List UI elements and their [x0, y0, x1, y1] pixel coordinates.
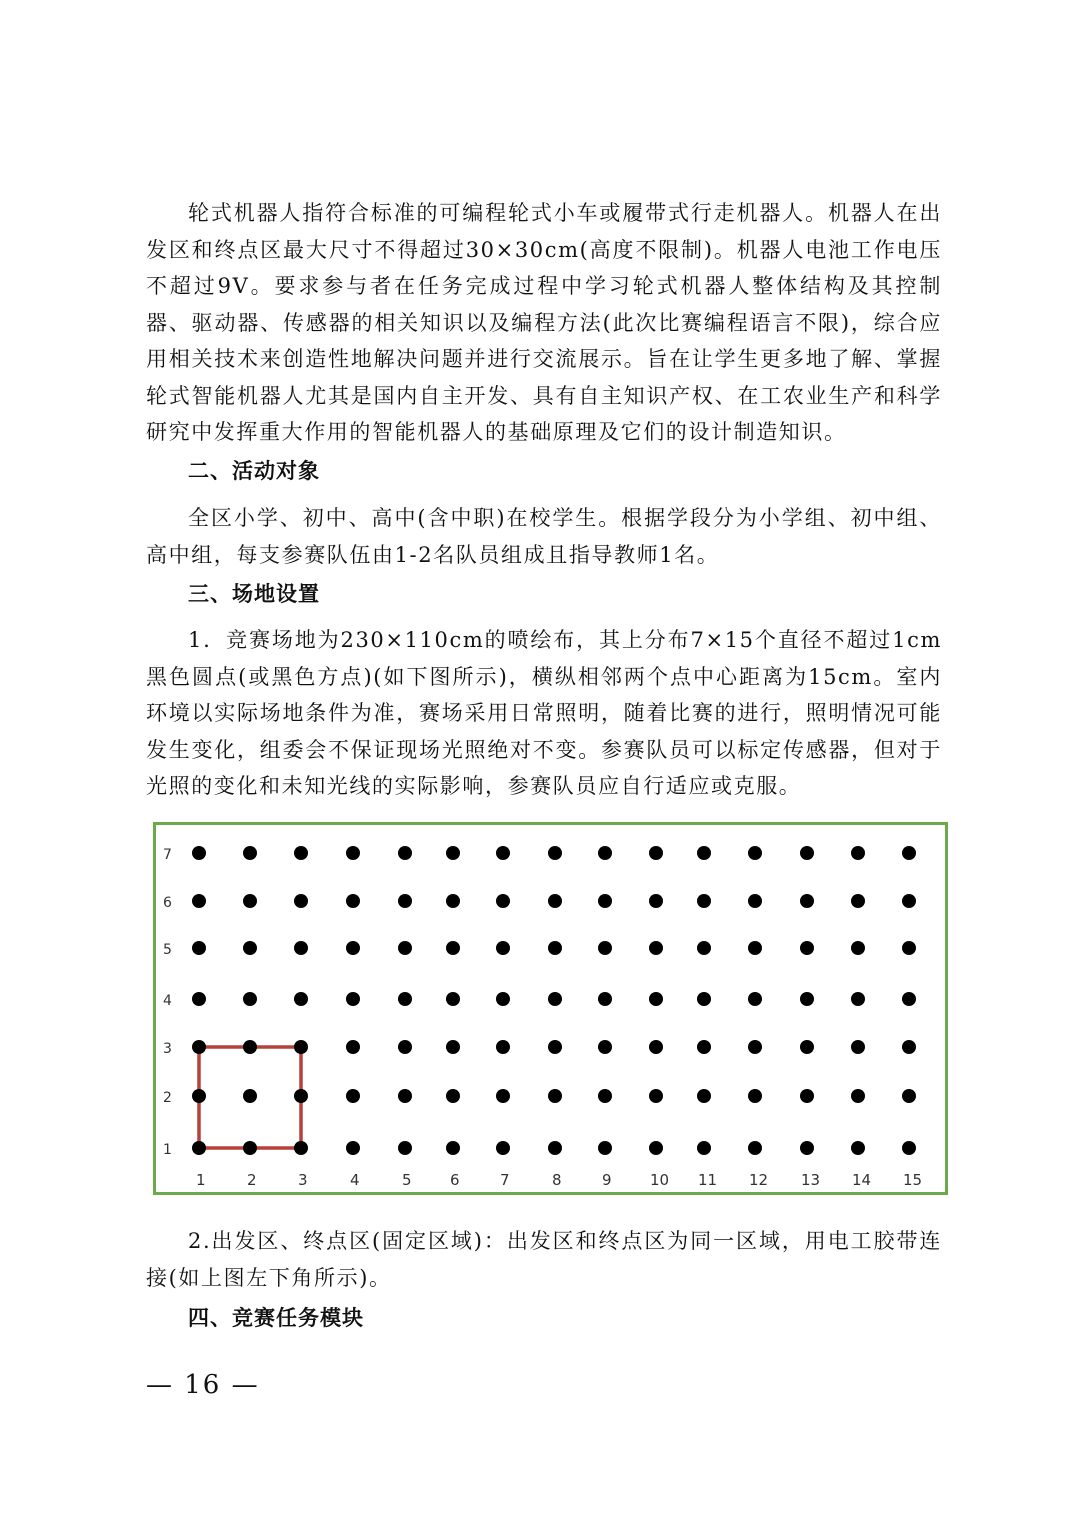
- grid-dot: [748, 894, 762, 908]
- grid-dot: [243, 1089, 257, 1103]
- grid-dot: [398, 1141, 412, 1155]
- grid-dot: [748, 1040, 762, 1054]
- grid-dot: [243, 992, 257, 1006]
- section-heading-tasks: 四、竞赛任务模块: [188, 1306, 364, 1330]
- grid-dot: [346, 941, 360, 955]
- grid-dot: [902, 1040, 916, 1054]
- row-label: 6: [163, 895, 172, 911]
- venue-paragraph-1: 1．竞赛场地为230×110cm的喷绘布，其上分布7×15个直径不超过1cm黑色圆点(或黑色方点)(如下图所示)，横纵相邻两个点中心距离为15cm。室内环境以实际场地条件为准，赛场采用日常照明，随着比赛的进行，照明情况可能发生变化，组委会不保证现场光照绝对不变。参赛队员可以标定传感器，但对于光照的变化和未知光线的实际影响，参赛队员应自行适应或克服。: [146, 628, 942, 798]
- grid-dot: [446, 1089, 460, 1103]
- row-label: 7: [163, 847, 172, 863]
- grid-dot: [800, 1141, 814, 1155]
- grid-dot: [598, 1040, 612, 1054]
- grid-dot: [748, 1141, 762, 1155]
- column-label: 14: [852, 1171, 872, 1189]
- grid-dot: [243, 1141, 257, 1155]
- row-label: 1: [163, 1142, 172, 1158]
- grid-dot: [800, 846, 814, 860]
- row-label: 3: [163, 1041, 172, 1057]
- column-label: 1: [196, 1171, 206, 1189]
- grid-dot: [346, 992, 360, 1006]
- grid-dot: [748, 846, 762, 860]
- grid-dot: [398, 846, 412, 860]
- grid-dot: [649, 894, 663, 908]
- grid-dot: [697, 894, 711, 908]
- grid-dot: [902, 1141, 916, 1155]
- column-label: 12: [749, 1171, 769, 1189]
- column-label: 5: [402, 1171, 412, 1189]
- grid-dot: [243, 1040, 257, 1054]
- page-number: — 16 —: [146, 1370, 260, 1400]
- grid-dot: [851, 846, 865, 860]
- grid-dot: [697, 992, 711, 1006]
- grid-dot: [548, 846, 562, 860]
- grid-dot: [800, 1040, 814, 1054]
- grid-dot: [496, 992, 510, 1006]
- column-label: 8: [552, 1171, 562, 1189]
- grid-dot: [294, 941, 308, 955]
- column-label: 15: [903, 1171, 923, 1189]
- grid-dot: [192, 941, 206, 955]
- grid-dot: [649, 941, 663, 955]
- grid-dot: [446, 846, 460, 860]
- grid-dot: [902, 1089, 916, 1103]
- grid-dot: [598, 846, 612, 860]
- grid-dot: [192, 846, 206, 860]
- grid-dot: [192, 992, 206, 1006]
- row-label: 2: [163, 1090, 172, 1106]
- grid-dot: [346, 1040, 360, 1054]
- grid-dot: [192, 1089, 206, 1103]
- grid-dot: [496, 846, 510, 860]
- grid-dot: [294, 894, 308, 908]
- grid-dot: [748, 992, 762, 1006]
- grid-dot: [243, 941, 257, 955]
- grid-dot: [496, 894, 510, 908]
- grid-dot: [346, 846, 360, 860]
- grid-dot: [446, 992, 460, 1006]
- grid-dot: [851, 1089, 865, 1103]
- grid-dot: [548, 1141, 562, 1155]
- grid-dot: [548, 1089, 562, 1103]
- grid-dot: [902, 894, 916, 908]
- grid-dot: [243, 894, 257, 908]
- grid-dot: [649, 1141, 663, 1155]
- grid-dot: [398, 1040, 412, 1054]
- grid-dot: [496, 941, 510, 955]
- row-label: 5: [163, 942, 172, 958]
- grid-dot: [598, 941, 612, 955]
- grid-dot: [548, 894, 562, 908]
- column-label: 13: [801, 1171, 821, 1189]
- column-label: 10: [650, 1171, 670, 1189]
- grid-dot: [748, 941, 762, 955]
- grid-dot: [192, 1040, 206, 1054]
- grid-dot: [800, 941, 814, 955]
- grid-dot: [346, 894, 360, 908]
- grid-dot: [800, 1089, 814, 1103]
- column-label: 2: [247, 1171, 257, 1189]
- grid-dot: [446, 1141, 460, 1155]
- grid-dot: [851, 894, 865, 908]
- grid-dot: [902, 941, 916, 955]
- grid-dot: [851, 1141, 865, 1155]
- column-label: 3: [298, 1171, 308, 1189]
- grid-dot: [851, 941, 865, 955]
- grid-dot: [346, 1141, 360, 1155]
- row-label: 4: [163, 993, 172, 1009]
- grid-dot: [598, 1141, 612, 1155]
- grid-dot: [902, 846, 916, 860]
- grid-dot: [243, 846, 257, 860]
- grid-dot: [398, 1089, 412, 1103]
- grid-dot: [800, 992, 814, 1006]
- section-heading-participants: 二、活动对象: [188, 459, 320, 483]
- grid-dot: [548, 992, 562, 1006]
- grid-dot: [649, 1089, 663, 1103]
- venue-paragraph-2: 2.出发区、终点区(固定区域)：出发区和终点区为同一区域，用电工胶带连接(如上图左下角所示)。: [146, 1229, 942, 1290]
- grid-dot: [294, 846, 308, 860]
- grid-dot: [294, 1089, 308, 1103]
- column-label: 4: [350, 1171, 360, 1189]
- grid-dot: [649, 846, 663, 860]
- grid-dot: [598, 1089, 612, 1103]
- grid-dot: [294, 1141, 308, 1155]
- grid-dot: [800, 894, 814, 908]
- grid-dot: [398, 992, 412, 1006]
- participants-paragraph: 全区小学、初中、高中(含中职)在校学生。根据学段分为小学组、初中组、高中组，每支参赛队伍由1-2名队员组成且指导教师1名。: [146, 506, 942, 567]
- grid-dot: [902, 992, 916, 1006]
- grid-dot: [346, 1089, 360, 1103]
- grid-dot: [548, 1040, 562, 1054]
- grid-dot: [697, 941, 711, 955]
- section-heading-venue: 三、场地设置: [188, 582, 320, 606]
- grid-dot: [697, 1089, 711, 1103]
- grid-dot: [398, 894, 412, 908]
- grid-dot: [697, 1141, 711, 1155]
- grid-dot: [192, 894, 206, 908]
- column-label: 6: [450, 1171, 460, 1189]
- field-dot-grid: [156, 825, 945, 1192]
- grid-dot: [446, 894, 460, 908]
- intro-paragraph: 轮式机器人指符合标准的可编程轮式小车或履带式行走机器人。机器人在出发区和终点区最大尺寸不得超过30×30cm(高度不限制)。机器人电池工作电压不超过9V。要求参与者在任务完成过程中学习轮式机器人整体结构及其控制器、驱动器、传感器的相关知识以及编程方法(此次比赛编程语言不限)，综合应用相关技术来创造性地解决问题并进行交流展示。旨在让学生更多地了解、掌握轮式智能机器人尤其是国内自主开发、具有自主知识产权、在工农业生产和科学研究中发挥重大作用的智能机器人的基础原理及它们的设计制造知识。: [146, 201, 942, 444]
- grid-dot: [398, 941, 412, 955]
- grid-dot: [851, 992, 865, 1006]
- grid-dot: [697, 846, 711, 860]
- grid-dot: [649, 1040, 663, 1054]
- grid-dot: [748, 1089, 762, 1103]
- grid-dot: [496, 1089, 510, 1103]
- grid-dot: [851, 1040, 865, 1054]
- grid-dot: [496, 1040, 510, 1054]
- grid-dot: [446, 1040, 460, 1054]
- grid-dot: [598, 894, 612, 908]
- grid-dot: [294, 1040, 308, 1054]
- grid-dot: [548, 941, 562, 955]
- grid-dot: [192, 1141, 206, 1155]
- grid-dot: [446, 941, 460, 955]
- grid-dot: [496, 1141, 510, 1155]
- grid-dot: [598, 992, 612, 1006]
- grid-dot: [649, 992, 663, 1006]
- column-label: 9: [602, 1171, 612, 1189]
- column-label: 11: [698, 1171, 718, 1189]
- field-dot-grid-figure: [153, 822, 948, 1195]
- grid-dot: [697, 1040, 711, 1054]
- grid-dot: [294, 992, 308, 1006]
- column-label: 7: [500, 1171, 510, 1189]
